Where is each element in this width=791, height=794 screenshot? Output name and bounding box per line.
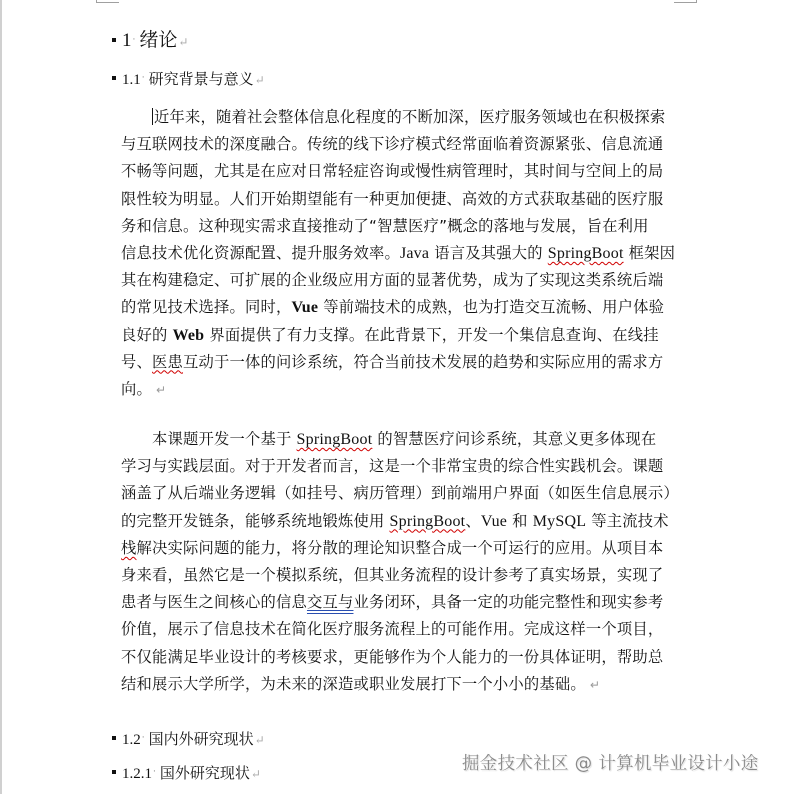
- text-line: 信息技术优化资源配置、提升服务效率。Java 语言及其强大的 SpringBoot 框架因: [121, 243, 676, 262]
- text-cursor: [152, 108, 153, 125]
- text-line: 不仅能满足毕业设计的考核要求，更能够作为个人能力的一份具体证明，帮助总: [121, 647, 664, 666]
- body-paragraph-2[interactable]: [121, 426, 679, 698]
- text-line: 不畅等问题，尤其是在应对日常轻症咨询或慢性病管理时，其时间与空间上的局: [121, 162, 664, 181]
- text-line: 号、医患互动于一体的问诊系统，符合当前技术发展的趋势和实际应用的需求方: [121, 352, 664, 371]
- heading-bullet-icon: [112, 38, 116, 42]
- heading-separator: ·: [141, 73, 145, 83]
- text-line: 限性较为明显。人们开始期望能有一种更加便捷、高效的方式获取基础的医疗服: [121, 189, 664, 208]
- crop-mark-top-right: [674, 0, 697, 3]
- heading-number: 1.1: [122, 72, 141, 88]
- text-line: 身来看，虽然它是一个模拟系统，但其业务流程的设计参考了真实场景，实现了: [121, 565, 664, 584]
- heading-number: 1: [122, 30, 132, 51]
- heading-bullet-icon: [112, 770, 116, 774]
- text-line: 近年来，随着社会整体信息化程度的不断加深，医疗服务领域也在积极探索: [154, 108, 666, 126]
- text-line: 学习与实践层面。对于开发者而言，这是一个非常宝贵的综合性实践机会。课题: [121, 457, 664, 476]
- term-mysql: MySQL: [532, 512, 587, 530]
- term-vue: Vue: [291, 299, 319, 317]
- heading-1-2-research-status[interactable]: [112, 728, 265, 749]
- text-line: 向。 ↵: [121, 379, 167, 398]
- heading-separator: ·: [153, 767, 156, 777]
- paragraph-mark-icon: ↵: [178, 35, 189, 49]
- term-vue: Vue: [480, 512, 508, 530]
- spellcheck-flag-springboot: SpringBoot: [296, 431, 373, 448]
- text-line: 患者与医生之间核心的信息交互与业务闭环，具备一定的功能完整性和现实参考: [121, 593, 664, 612]
- text-line: 的完整开发链条，能够系统地锻炼使用 SpringBoot、Vue 和 MySQL 等主流技术: [121, 511, 669, 530]
- heading-number: 1.2: [122, 732, 141, 748]
- heading-1-1-background[interactable]: [112, 68, 265, 89]
- paragraph-mark-icon: ↵: [156, 382, 167, 397]
- text-line: 其在构建稳定、可扩展的企业级应用方面的显著优势，成为了实现这类系统后端: [121, 271, 664, 290]
- spellcheck-flag-springboot: SpringBoot: [547, 244, 624, 262]
- heading-1-2-1-foreign-status[interactable]: [112, 762, 261, 783]
- paragraph-mark-icon: ↵: [254, 73, 265, 87]
- heading-title: 研究背景与意义: [148, 70, 254, 88]
- watermark: 掘金技术社区 @ 计算机毕业设计小途: [462, 754, 759, 774]
- heading-title: 国外研究现状: [159, 764, 250, 782]
- body-paragraph-1[interactable]: [121, 104, 674, 403]
- text-line: 的常见技术选择。同时，Vue 等前端技术的成熟，也为打造交互流畅、用户体验: [121, 298, 665, 317]
- heading-title: 绪论: [139, 29, 178, 51]
- paragraph-mark-icon: ↵: [254, 733, 265, 747]
- spellcheck-flag-springboot: SpringBoot: [389, 512, 466, 530]
- term-java: Java: [399, 244, 430, 262]
- text-line: 本课题开发一个基于 SpringBoot 的智慧医疗问诊系统，其意义更多体现在: [152, 430, 657, 448]
- spellcheck-flag-yihuan: 医患: [152, 352, 183, 371]
- spellcheck-flag-zhan: 栈: [121, 538, 137, 557]
- text-line: 务和信息。这种现实需求直接推动了“智慧医疗”概念的落地与发展，旨在利用: [121, 216, 649, 235]
- text-line: 结和展示大学所学，为未来的深造或职业发展打下一个小小的基础。 ↵: [121, 674, 601, 693]
- heading-1-introduction[interactable]: [112, 25, 188, 52]
- heading-separator: ·: [141, 733, 145, 743]
- text-line: 与互联网技术的深度融合。传统的线下诊疗模式经常面临着资源紧张、信息流通: [121, 135, 664, 154]
- text-line: 涵盖了从后端业务逻辑（如挂号、病历管理）到前端用户界面（如医生信息展示）: [121, 484, 679, 503]
- heading-number: 1.2.1: [122, 766, 152, 782]
- paragraph-mark-icon: ↵: [250, 767, 261, 781]
- page-left-edge: [0, 0, 2, 794]
- crop-mark-top-left: [96, 0, 119, 3]
- grammar-flag-jiaohu: 交互与: [306, 593, 354, 612]
- term-web: Web: [172, 326, 205, 344]
- text-line: 价值，展示了信息技术在简化医疗服务流程上的可能作用。完成这样一个项目，: [121, 620, 664, 639]
- text-line: 良好的 Web 界面提供了有力支撑。在此背景下，开发一个集信息查询、在线挂: [121, 325, 659, 344]
- heading-separator: ·: [132, 35, 136, 45]
- text-line: 栈解决实际问题的能力，将分散的理论知识整合成一个可运行的应用。从项目本: [121, 538, 664, 557]
- heading-bullet-icon: [112, 736, 116, 740]
- heading-bullet-icon: [112, 76, 116, 80]
- heading-title: 国内外研究现状: [148, 730, 254, 748]
- paragraph-mark-icon: ↵: [589, 677, 601, 692]
